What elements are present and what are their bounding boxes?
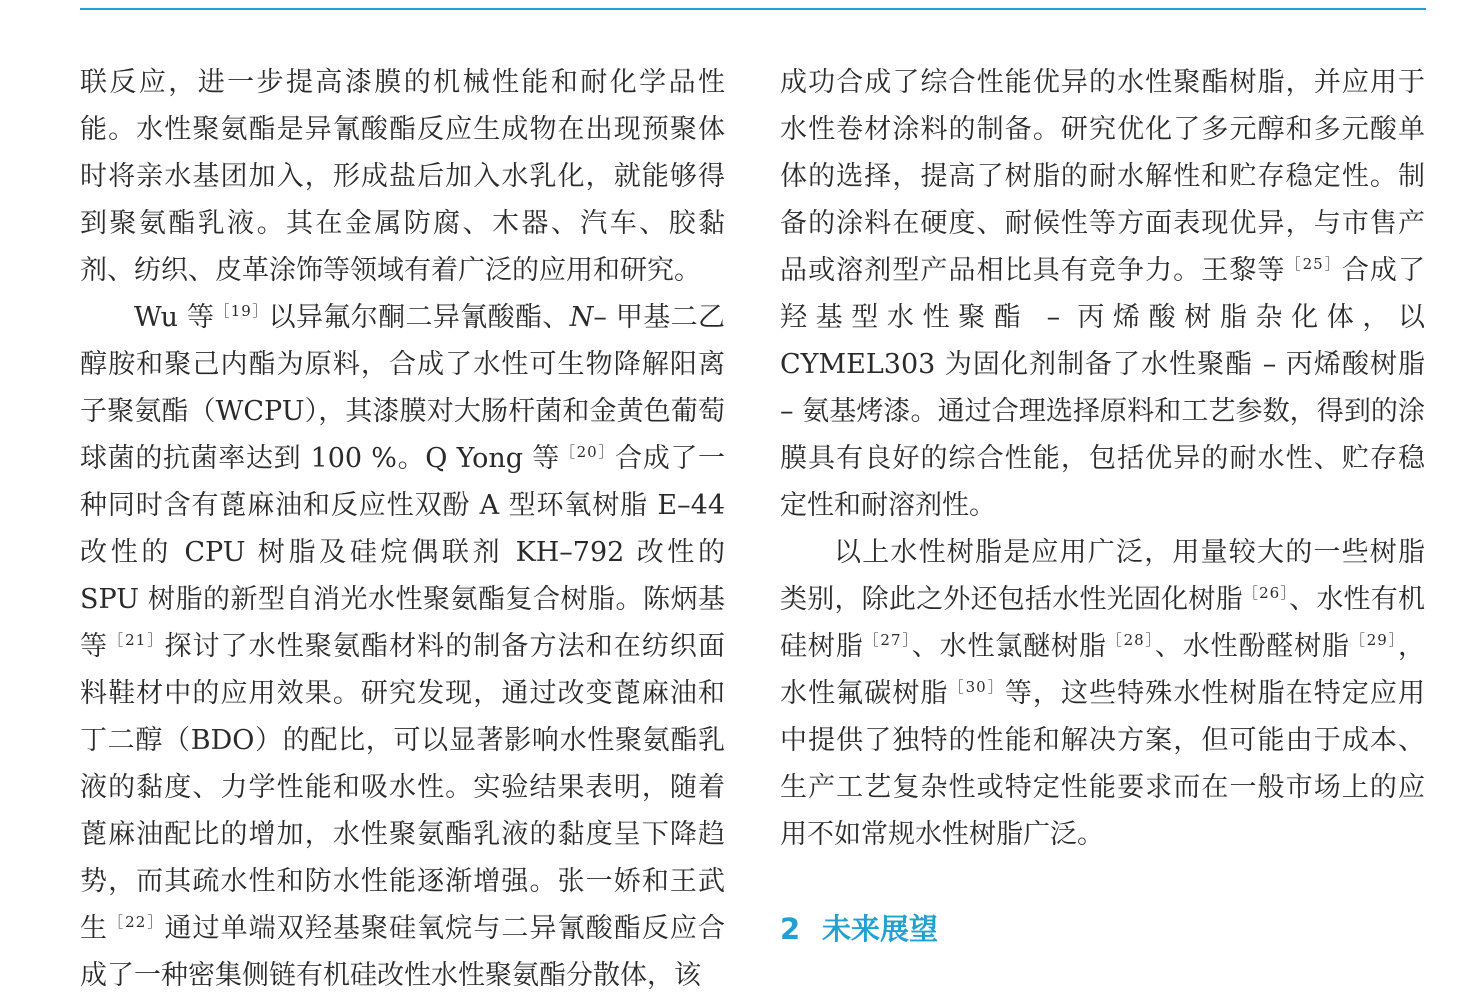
citation-ref[interactable]: ［27］	[863, 631, 912, 649]
left-paragraph-1	[80, 59, 725, 294]
section-title: 未来展望	[822, 912, 939, 946]
body-text: 、水性酚醛树脂	[1154, 631, 1350, 662]
body-text: 联反应，进一步提高漆膜的机械性能和耐化学品性能。水性聚氨酯是异氰酸酯反应生成物在出现预聚体时将亲水基团加入，形成盐后加入水乳化，就能够得到聚氨酯乳液。其在金属防腐、木器、汽车、胶黏剂、纺织、皮革涂饰等领域有着广泛的应用和研究。	[80, 67, 725, 286]
citation-ref[interactable]: ［30］	[948, 678, 1005, 696]
body-text: 通过单端双羟基聚硅氧烷与二异氰酸酯反应合成了一种密集侧链有机硅改性水性聚氨酯分散体，该	[80, 913, 726, 991]
body-text: 成功合成了综合性能优异的水性聚酯树脂，并应用于水性卷材涂料的制备。研究优化了多元醇和多元酸单体的选择，提高了树脂的耐水解性和贮存稳定性。制备的涂料在硬度、耐候性等方面表现优异，与市售产品或溶剂型产品相比具有竞争力。王黎等	[780, 67, 1425, 286]
citation-ref[interactable]: ［21］	[108, 631, 165, 649]
section-heading	[780, 903, 938, 955]
body-text: Wu 等	[134, 302, 215, 333]
body-text: ，水性氟碳树脂	[780, 631, 1426, 709]
body-text: 合成了一种同时含有蓖麻油和反应性双酚 A 型环氧树脂 E–44 改性的 CPU 树脂及硅烷偶联剂 KH–792 改性的 SPU 树脂的新型自消光水性聚氨酯复合树脂。陈炳基等	[80, 443, 726, 662]
citation-ref[interactable]: ［29］	[1349, 631, 1399, 649]
body-text: 以上水性树脂是应用广泛，用量较大的一些树脂类别，除此之外还包括水性光固化树脂	[780, 537, 1425, 615]
right-paragraph-1	[780, 59, 1425, 529]
italic-symbol: N	[569, 302, 594, 333]
citation-ref[interactable]: ［22］	[108, 913, 165, 931]
header-rule	[80, 8, 1426, 10]
body-text: 以异氟尔酮二异氰酸酯、	[268, 302, 570, 333]
body-text: 合成了羟基型水性聚酯 – 丙烯酸树脂杂化体，以 CYMEL303 为固化剂制备了水性聚酯 – 丙烯酸树脂 – 氨基烤漆。通过合理选择原料和工艺参数，得到的涂膜具有良好的综合性能，包括优异的耐水性、贮存稳定性和耐溶剂性。	[780, 255, 1426, 521]
citation-ref[interactable]: ［28］	[1106, 631, 1155, 649]
left-column	[80, 59, 725, 999]
citation-ref[interactable]: ［26］	[1242, 584, 1290, 602]
section-number: 2	[780, 912, 801, 946]
citation-ref[interactable]: ［25］	[1285, 255, 1342, 273]
body-text: 、水性氯醚树脂	[911, 631, 1107, 662]
right-paragraph-2	[780, 529, 1425, 858]
body-text: – 甲基二乙醇胺和聚己内酯为原料，合成了水性可生物降解阳离子聚氨酯（WCPU），其漆膜对大肠杆菌和金黄色葡萄球菌的抗菌率达到 100 %。Q Yong 等	[80, 302, 725, 474]
body-text: 等，这些特殊水性树脂在特定应用中提供了独特的性能和解决方案，但可能由于成本、生产工艺复杂性或特定性能要求而在一般市场上的应用不如常规水性树脂广泛。	[780, 678, 1426, 850]
citation-ref[interactable]: ［20］	[559, 443, 616, 461]
right-column	[780, 59, 1425, 858]
left-paragraph-2	[80, 294, 725, 999]
body-text: 探讨了水性聚氨酯材料的制备方法和在纺织面料鞋材中的应用效果。研究发现，通过改变蓖麻油和丁二醇（BDO）的配比，可以显著影响水性聚氨酯乳液的黏度、力学性能和吸水性。实验结果表明，随着蓖麻油配比的增加，水性聚氨酯乳液的黏度呈下降趋势，而其疏水性和防水性能逐渐增强。张一娇和王武生	[80, 631, 726, 944]
body-text: 、水性有机硅树脂	[780, 584, 1426, 662]
citation-ref[interactable]: ［19］	[214, 302, 269, 320]
